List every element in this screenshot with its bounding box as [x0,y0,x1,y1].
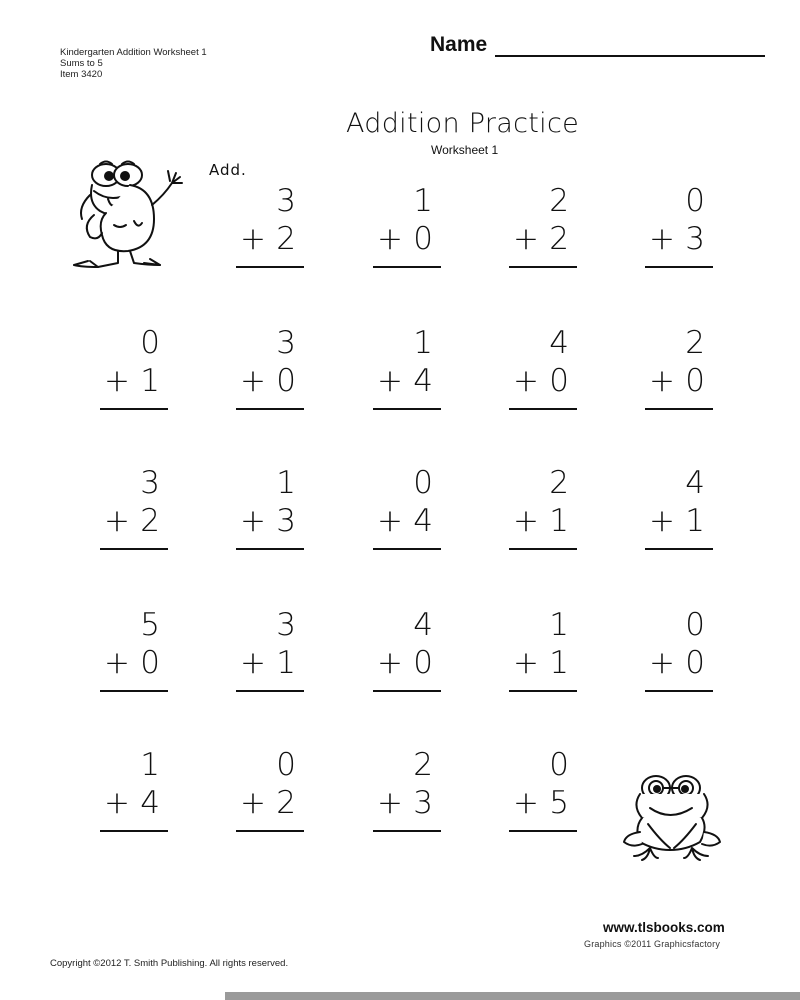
problem-addend-bottom: 0 [549,363,569,399]
addition-problem [645,325,713,405]
problem-addend-bottom: 4 [413,503,433,539]
name-blank-line [495,35,765,57]
problem-addend-top: 2 [549,183,569,219]
problem-addend-top: 3 [276,183,296,219]
problem-addend-bottom: 1 [276,645,296,681]
problem-bottom-line [236,645,296,681]
plus-sign: + [377,221,403,257]
problem-addend-bottom: 2 [276,785,296,821]
problem-addend-top: 0 [413,465,433,501]
plus-sign: + [240,221,266,257]
addition-problem [645,183,713,263]
answer-rule [100,830,168,832]
addition-problem [236,607,304,687]
footer-graphics-credit: Graphics ©2011 Graphicsfactory [584,939,721,949]
worksheet-meta [60,47,207,80]
problem-bottom-line [100,645,160,681]
problem-addend-top: 0 [276,747,296,783]
addition-problem [373,465,441,545]
plus-sign: + [377,503,403,539]
problem-addend-top: 5 [140,607,160,643]
meta-line-range: Sums to 5 [60,58,103,69]
answer-rule [509,408,577,410]
problem-addend-top: 2 [413,747,433,783]
problem-addend-top: 4 [685,465,705,501]
addition-problem [236,183,304,263]
addition-problem [645,465,713,545]
page-title: Addition Practice [346,108,580,139]
answer-rule [509,548,577,550]
answer-rule [373,690,441,692]
plus-sign: + [649,503,675,539]
problem-addend-bottom: 2 [276,221,296,257]
instruction-text: Add. [209,161,247,179]
problem-bottom-line [645,221,705,257]
problem-addend-top: 0 [685,183,705,219]
addition-problem [100,325,168,405]
problem-addend-top: 3 [276,607,296,643]
plus-sign: + [104,503,130,539]
problem-addend-bottom: 1 [549,645,569,681]
addition-problem [373,747,441,827]
addition-problem [373,183,441,263]
problem-addend-bottom: 0 [685,363,705,399]
problem-addend-bottom: 4 [140,785,160,821]
meta-line-title: Kindergarten Addition Worksheet 1 [60,47,207,58]
plus-sign: + [377,363,403,399]
problem-addend-bottom: 4 [413,363,433,399]
problem-addend-bottom: 3 [276,503,296,539]
answer-rule [236,266,304,268]
addition-problem [373,607,441,687]
page-subtitle: Worksheet 1 [431,143,499,157]
problem-bottom-line [645,363,705,399]
problem-addend-bottom: 0 [413,221,433,257]
problem-addend-bottom: 3 [413,785,433,821]
problem-addend-top: 4 [549,325,569,361]
answer-rule [236,548,304,550]
plus-sign: + [513,503,539,539]
problem-bottom-line [509,785,569,821]
problem-addend-bottom: 2 [549,221,569,257]
answer-rule [645,548,713,550]
addition-problem [509,747,577,827]
plus-sign: + [104,645,130,681]
problem-bottom-line [509,363,569,399]
answer-rule [373,548,441,550]
problem-addend-top: 1 [413,325,433,361]
answer-rule [373,266,441,268]
plus-sign: + [513,221,539,257]
problem-bottom-line [373,221,433,257]
problem-bottom-line [236,503,296,539]
answer-rule [100,690,168,692]
problem-bottom-line [373,785,433,821]
plus-sign: + [649,363,675,399]
bottom-bar [225,992,800,1000]
answer-rule [100,408,168,410]
problem-addend-top: 1 [276,465,296,501]
plus-sign: + [240,785,266,821]
problem-addend-top: 3 [140,465,160,501]
answer-rule [645,690,713,692]
problem-addend-bottom: 0 [276,363,296,399]
answer-rule [509,690,577,692]
waving-frog-icon [68,155,188,273]
problem-bottom-line [645,645,705,681]
addition-problem [100,747,168,827]
problem-addend-top: 1 [549,607,569,643]
problem-bottom-line [509,645,569,681]
problem-addend-bottom: 0 [140,645,160,681]
answer-rule [645,408,713,410]
answer-rule [509,266,577,268]
addition-problem [100,465,168,545]
addition-problem [373,325,441,405]
plus-sign: + [649,221,675,257]
copyright-notice: Copyright ©2012 T. Smith Publishing. All rights reserved. [50,958,289,969]
answer-rule [100,548,168,550]
problem-addend-top: 2 [549,465,569,501]
problem-bottom-line [509,221,569,257]
addition-problem [509,607,577,687]
problem-bottom-line [509,503,569,539]
sitting-frog-icon [620,768,725,863]
plus-sign: + [377,645,403,681]
addition-problem [100,607,168,687]
plus-sign: + [513,363,539,399]
plus-sign: + [240,503,266,539]
problem-bottom-line [373,503,433,539]
meta-line-item: Item 3420 [60,69,103,80]
problem-addend-top: 0 [549,747,569,783]
problem-addend-bottom: 3 [685,221,705,257]
addition-problem [509,325,577,405]
answer-rule [236,690,304,692]
addition-problem [509,183,577,263]
answer-rule [236,408,304,410]
problem-bottom-line [100,503,160,539]
addition-problem [236,465,304,545]
problem-bottom-line [236,221,296,257]
problem-addend-bottom: 1 [140,363,160,399]
problem-bottom-line [236,785,296,821]
problem-bottom-line [645,503,705,539]
problem-addend-bottom: 1 [685,503,705,539]
addition-problem [236,325,304,405]
plus-sign: + [240,645,266,681]
name-label: Name [430,33,488,56]
answer-rule [509,830,577,832]
problem-bottom-line [100,363,160,399]
problem-bottom-line [100,785,160,821]
addition-problem [236,747,304,827]
problem-addend-bottom: 1 [549,503,569,539]
problem-addend-top: 3 [276,325,296,361]
problem-bottom-line [373,645,433,681]
plus-sign: + [377,785,403,821]
problem-bottom-line [236,363,296,399]
plus-sign: + [513,645,539,681]
problem-bottom-line [373,363,433,399]
answer-rule [373,408,441,410]
answer-rule [373,830,441,832]
problem-addend-top: 0 [140,325,160,361]
plus-sign: + [513,785,539,821]
problem-addend-bottom: 5 [549,785,569,821]
problem-addend-bottom: 2 [140,503,160,539]
problem-addend-top: 4 [413,607,433,643]
plus-sign: + [104,785,130,821]
problem-addend-bottom: 0 [685,645,705,681]
problem-addend-top: 1 [140,747,160,783]
problem-addend-top: 0 [685,607,705,643]
plus-sign: + [649,645,675,681]
plus-sign: + [240,363,266,399]
addition-problem [645,607,713,687]
problem-addend-top: 1 [413,183,433,219]
name-field [430,33,765,57]
answer-rule [645,266,713,268]
addition-problem [509,465,577,545]
plus-sign: + [104,363,130,399]
footer-website: www.tlsbooks.com [603,920,725,935]
problem-addend-top: 2 [685,325,705,361]
answer-rule [236,830,304,832]
problem-addend-bottom: 0 [413,645,433,681]
